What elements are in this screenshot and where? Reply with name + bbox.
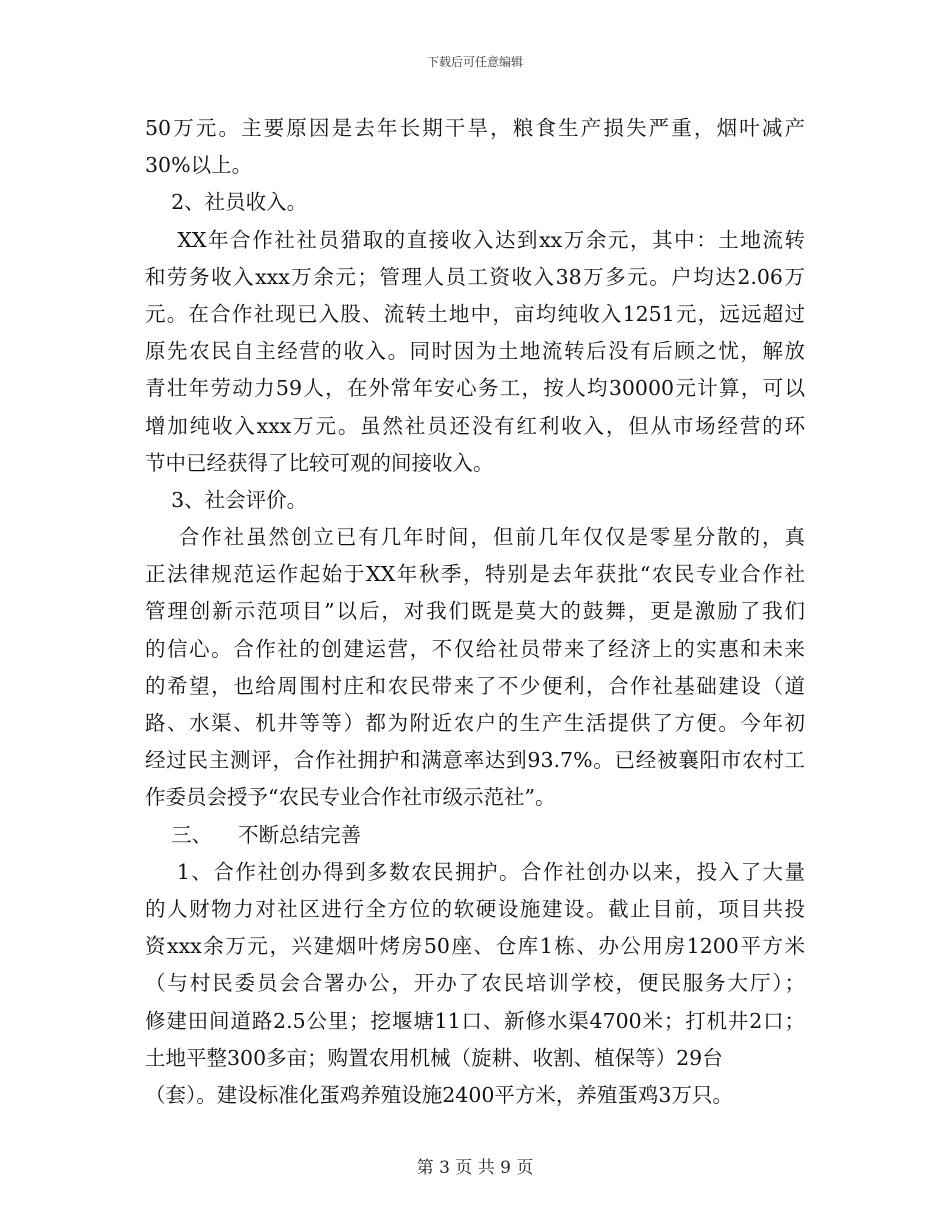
text-line: 正法律规范运作起始于XX年秋季，特别是去年获批“农民专业合作社 xyxy=(145,562,805,587)
text-line: 节中已经获得了比较可观的间接收入。 xyxy=(145,450,494,475)
text-line: 修建田间道路2.5公里；挖堰塘11口、新修水渠4700米；打机井2口； xyxy=(145,1008,805,1033)
document-body xyxy=(145,110,805,1114)
text-line: 管理创新示范项目”以后，对我们既是莫大的鼓舞，更是激励了我们 xyxy=(145,599,805,624)
text-line: 原先农民自主经营的收入。同时因为土地流转后没有后顾之忧，解放 xyxy=(145,339,805,364)
text-line: 合作社虽然创立已有几年时间，但前几年仅仅是零星分散的，真 xyxy=(145,525,805,550)
page-header: 下载后可任意编辑 xyxy=(426,55,523,69)
text-line: 青壮年劳动力59人，在外常年安心务工，按人均30000元计算，可以 xyxy=(145,376,805,401)
text-line: XX年合作社社员猎取的直接收入达到xx万余元，其中：土地流转 xyxy=(145,227,805,252)
page-footer: 第 3 页 共 9 页 xyxy=(416,1158,534,1178)
text-line: 50万元。主要原因是去年长期干旱，粮食生产损失严重，烟叶减产 xyxy=(145,116,805,140)
text-line: 的希望，也给周围村庄和农民带来了不少便利，合作社基础建设（道 xyxy=(145,673,805,698)
text-line: （与村民委员会合署办公，开办了农民培训学校，便民服务大厅）； xyxy=(145,971,805,996)
text-line: 的人财物力对社区进行全方位的软硬设施建设。截止目前，项目共投 xyxy=(145,896,805,921)
section-heading: 三、 不断总结完善 xyxy=(145,822,362,847)
text-line: （套）。建设标准化蛋鸡养殖设施2400平方米，养殖蛋鸡3万只。 xyxy=(145,1082,733,1107)
text-line: 1、合作社创办得到多数农民拥护。合作社创办以来，投入了大量 xyxy=(145,859,805,884)
text-line: 土地平整300多亩；购置农用机械（旋耕、收割、植保等）29台 xyxy=(145,1045,723,1070)
section-heading: 3、社会评价。 xyxy=(145,487,308,512)
text-line: 增加纯收入xxx万元。虽然社员还没有红利收入，但从市场经营的环 xyxy=(145,413,805,438)
text-line: 经过民主测评，合作社拥护和满意率达到93.7%。已经被襄阳市农村工 xyxy=(145,748,805,773)
text-line: 元。在合作社现已入股、流转土地中，亩均纯收入1251元，远远超过 xyxy=(145,301,805,326)
text-line: 的信心。合作社的创建运营，不仅给社员带来了经济上的实惠和未来 xyxy=(145,636,805,661)
section-heading: 2、社员收入。 xyxy=(145,190,308,215)
text-line: 路、水渠、机井等等）都为附近农户的生产生活提供了方便。今年初 xyxy=(145,711,805,735)
text-line: 资xxx余万元，兴建烟叶烤房50座、仓库1栋、办公用房1200平方米 xyxy=(145,934,805,959)
text-line: 作委员会授予“农民专业合作社市级示范社”。 xyxy=(145,785,556,810)
text-line: 和劳务收入xxx万余元；管理人员工资收入38万多元。户均达2.06万 xyxy=(145,264,805,289)
text-line: 30%以上。 xyxy=(145,153,253,178)
